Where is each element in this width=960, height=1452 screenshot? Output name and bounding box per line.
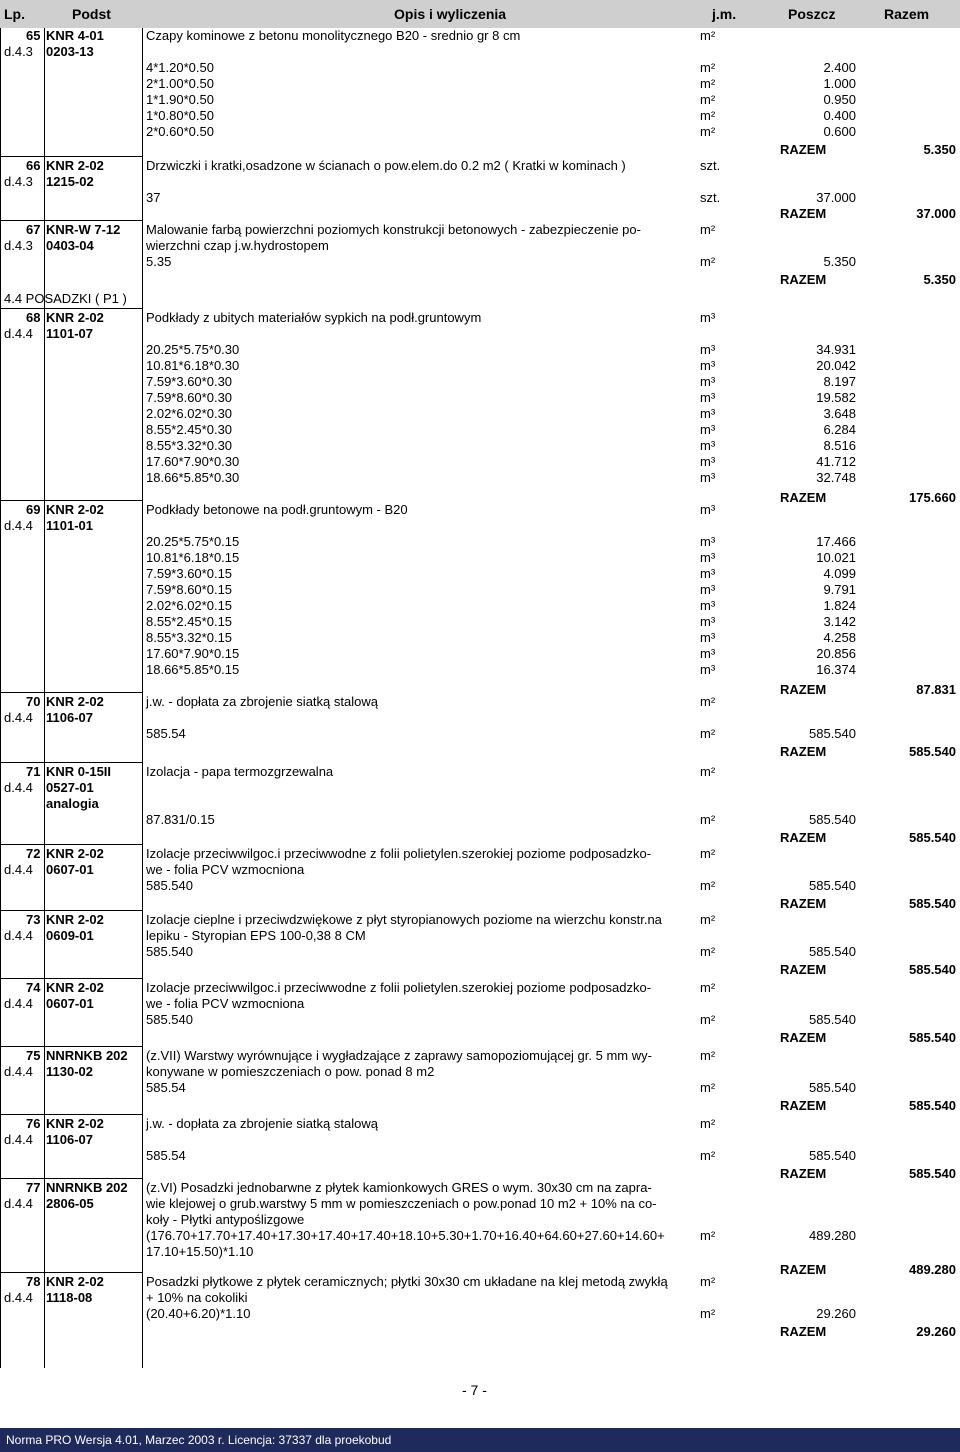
calc-expression: 8.55*3.32*0.30 <box>146 438 233 453</box>
razem-total: 585.540 <box>909 744 956 759</box>
item-description: Izolacje przeciwwilgoc.i przeciwwodne z folii polietylen.szerokiej poziome podposadzko- <box>146 980 652 995</box>
calc-expression: 585.54 <box>146 1148 186 1163</box>
calc-unit: m² <box>700 1306 716 1321</box>
item-description: j.w. - dopłata za zbrojenie siatką stalową <box>146 1116 378 1131</box>
item-section-ref: d.4.3 <box>4 174 33 189</box>
calc-unit: m³ <box>700 390 716 405</box>
item-basis-code: KNR 0-15II <box>46 764 112 779</box>
calc-value: 3.142 <box>823 614 856 629</box>
calc-expression: 2.02*6.02*0.15 <box>146 598 233 613</box>
calc-value: 585.540 <box>809 944 856 959</box>
item-basis-code: 1215-02 <box>46 174 94 189</box>
calc-expression: 585.540 <box>146 878 193 893</box>
calc-unit: m³ <box>700 582 716 597</box>
item-unit: m² <box>700 980 716 995</box>
calc-expression: 7.59*3.60*0.30 <box>146 374 233 389</box>
calc-value: 3.648 <box>823 406 856 421</box>
calc-value: 8.197 <box>823 374 856 389</box>
item-section-ref: d.4.4 <box>4 326 33 341</box>
calc-expression: 8.55*3.32*0.15 <box>146 630 233 645</box>
item-basis-code: KNR-W 7-12 <box>46 222 121 237</box>
calc-unit: m³ <box>700 630 716 645</box>
calc-expression: 18.66*5.85*0.30 <box>146 470 240 485</box>
calc-value: 6.284 <box>823 422 856 437</box>
calc-value: 0.600 <box>823 124 856 139</box>
razem-total: 37.000 <box>916 206 956 221</box>
item-number: 75 <box>26 1048 41 1063</box>
calc-unit: m³ <box>700 374 716 389</box>
item-basis-code: analogia <box>46 796 99 811</box>
calc-expression: 87.831/0.15 <box>146 812 215 827</box>
item-description: Podkłady betonowe na podł.gruntowym - B20 <box>146 502 408 517</box>
item-description: lepiku - Styropian EPS 100-0,38 8 CM <box>146 928 366 943</box>
item-section-ref: d.4.4 <box>4 1290 33 1305</box>
item-basis-code: KNR 2-02 <box>46 1274 104 1289</box>
razem-total: 87.831 <box>916 682 956 697</box>
item-basis-code: 1101-01 <box>46 518 93 533</box>
header-opis: Opis i wyliczenia <box>394 6 507 22</box>
calc-unit: m² <box>700 812 716 827</box>
page-number: - 7 - <box>462 1382 487 1398</box>
calc-unit: m³ <box>700 454 716 469</box>
calc-value: 585.540 <box>809 1012 856 1027</box>
calc-unit: m² <box>700 1148 716 1163</box>
calc-expression: 585.54 <box>146 1080 186 1095</box>
calc-unit: m² <box>700 254 716 269</box>
item-separator <box>0 500 142 501</box>
item-description: + 10% na cokoliki <box>146 1290 248 1305</box>
item-unit: m² <box>700 1116 716 1131</box>
item-description: we - folia PCV wzmocniona <box>146 862 305 877</box>
item-basis-code: 1106-07 <box>46 710 93 725</box>
item-number: 72 <box>26 846 41 861</box>
calc-value: 1.000 <box>823 76 856 91</box>
calc-value: 585.540 <box>809 726 856 741</box>
calc-unit: m³ <box>700 534 716 549</box>
item-separator <box>0 308 142 309</box>
razem-label: RAZEM <box>780 272 827 287</box>
calc-expression: 4*1.20*0.50 <box>146 60 214 75</box>
calc-expression: 17.60*7.90*0.30 <box>146 454 240 469</box>
calc-expression: 7.59*8.60*0.30 <box>146 390 233 405</box>
item-section-ref: d.4.4 <box>4 928 33 943</box>
calc-value: 585.540 <box>809 1080 856 1095</box>
item-basis-code: 0607-01 <box>46 862 94 877</box>
item-basis-code: 0527-01 <box>46 780 94 795</box>
item-description: Malowanie farbą powierzchni poziomych konstrukcji betonowych - zabezpieczenie po- <box>146 222 641 237</box>
item-description: Czapy kominowe z betonu monolitycznego B20 - srednio gr 8 cm <box>146 28 521 43</box>
item-number: 71 <box>26 764 41 779</box>
footer-bar <box>0 1428 960 1452</box>
item-basis-code: NNRNKB 202 <box>46 1180 128 1195</box>
item-basis-code: KNR 4-01 <box>46 28 104 43</box>
calc-unit: m³ <box>700 406 716 421</box>
razem-total: 5.350 <box>923 272 956 287</box>
calc-value: 41.712 <box>816 454 856 469</box>
razem-total: 585.540 <box>909 1166 956 1181</box>
calc-expression: 10.81*6.18*0.30 <box>146 358 240 373</box>
item-basis-code: 1118-08 <box>46 1290 93 1305</box>
item-separator <box>0 844 142 845</box>
item-section-ref: d.4.4 <box>4 996 33 1011</box>
item-description: Drzwiczki i kratki,osadzone w ścianach o pow.elem.do 0.2 m2 ( Kratki w kominach ) <box>146 158 626 173</box>
item-section-ref: d.4.4 <box>4 1064 33 1079</box>
item-section-ref: d.4.4 <box>4 862 33 877</box>
item-basis-code: 2806-05 <box>46 1196 94 1211</box>
header-razem: Razem <box>884 6 930 22</box>
item-separator <box>0 1046 142 1047</box>
razem-label: RAZEM <box>780 744 827 759</box>
item-basis-code: KNR 2-02 <box>46 310 104 325</box>
calc-value: 585.540 <box>809 812 856 827</box>
razem-label: RAZEM <box>780 1098 827 1113</box>
calc-unit: m³ <box>700 550 716 565</box>
item-section-ref: d.4.4 <box>4 710 33 725</box>
item-unit: m² <box>700 846 716 861</box>
calc-unit: m³ <box>700 358 716 373</box>
item-separator <box>0 910 142 911</box>
calc-unit: m² <box>700 726 716 741</box>
item-unit: szt. <box>700 158 721 173</box>
calc-unit: m³ <box>700 566 716 581</box>
item-unit: m² <box>700 28 716 43</box>
item-basis-code: KNR 2-02 <box>46 912 104 927</box>
item-section-ref: d.4.4 <box>4 780 33 795</box>
calc-expression: 2.02*6.02*0.30 <box>146 406 233 421</box>
calc-expression: (20.40+6.20)*1.10 <box>146 1306 251 1321</box>
item-description: Podkłady z ubitych materiałów sypkich na podł.gruntowym <box>146 310 482 325</box>
razem-total: 585.540 <box>909 1030 956 1045</box>
item-section-ref: d.4.4 <box>4 518 33 533</box>
razem-label: RAZEM <box>780 1262 827 1277</box>
calc-expression: 7.59*8.60*0.15 <box>146 582 233 597</box>
razem-label: RAZEM <box>780 1166 827 1181</box>
calc-expression: 2*0.60*0.50 <box>146 124 214 139</box>
item-description: Izolacje cieplne i przeciwdzwiękowe z płyt styropianowych poziome na wierzchu konstr.na <box>146 912 662 927</box>
calc-expression: 18.66*5.85*0.15 <box>146 662 240 677</box>
calc-value: 585.540 <box>809 1148 856 1163</box>
column-divider <box>0 28 1 1368</box>
calc-expression-cont: 17.10+15.50)*1.10 <box>146 1244 254 1259</box>
calc-value: 17.466 <box>816 534 856 549</box>
razem-label: RAZEM <box>780 830 827 845</box>
calc-expression: 5.35 <box>146 254 172 269</box>
section-title: 4.4 POSADZKI ( P1 ) <box>4 291 127 306</box>
column-divider <box>142 28 143 1368</box>
calc-expression: 585.540 <box>146 944 193 959</box>
item-number: 68 <box>26 310 41 325</box>
item-unit: m³ <box>700 310 716 325</box>
item-number: 76 <box>26 1116 41 1131</box>
calc-value: 20.856 <box>816 646 856 661</box>
item-separator <box>0 220 142 221</box>
footer-text: Norma PRO Wersja 4.01, Marzec 2003 r. Licencja: 37337 dla proekobud <box>6 1433 392 1447</box>
calc-expression: 2*1.00*0.50 <box>146 76 214 91</box>
razem-total: 585.540 <box>909 830 956 845</box>
item-unit: m² <box>700 764 716 779</box>
calc-unit: m² <box>700 108 716 123</box>
item-number: 77 <box>26 1180 41 1195</box>
item-description: wierzchni czap j.w.hydrostopem <box>146 238 329 253</box>
item-basis-code: 0403-04 <box>46 238 94 253</box>
razem-total: 5.350 <box>923 142 956 157</box>
calc-unit: m² <box>700 92 716 107</box>
header-poszcz: Poszcz <box>788 6 836 22</box>
item-basis-code: KNR 2-02 <box>46 158 104 173</box>
calc-unit: m³ <box>700 422 716 437</box>
item-number: 69 <box>26 502 41 517</box>
razem-label: RAZEM <box>780 142 827 157</box>
razem-label: RAZEM <box>780 682 827 697</box>
item-separator <box>0 156 142 157</box>
calc-expression: 10.81*6.18*0.15 <box>146 550 240 565</box>
item-basis-code: KNR 2-02 <box>46 502 104 517</box>
item-section-ref: d.4.3 <box>4 238 33 253</box>
calc-unit: szt. <box>700 190 721 205</box>
calc-value: 0.950 <box>823 92 856 107</box>
item-description: Izolacja - papa termozgrzewalna <box>146 764 334 779</box>
calc-value: 10.021 <box>816 550 856 565</box>
item-separator <box>0 762 142 763</box>
calc-value: 16.374 <box>816 662 856 677</box>
calc-unit: m³ <box>700 598 716 613</box>
calc-expression: 20.25*5.75*0.15 <box>146 534 240 549</box>
calc-value: 9.791 <box>823 582 856 597</box>
item-separator <box>0 978 142 979</box>
razem-total: 585.540 <box>909 962 956 977</box>
calc-unit: m² <box>700 1228 716 1243</box>
calc-unit: m² <box>700 944 716 959</box>
calc-value: 4.099 <box>823 566 856 581</box>
calc-value: 1.824 <box>823 598 856 613</box>
calc-value: 4.258 <box>823 630 856 645</box>
item-unit: m² <box>700 1048 716 1063</box>
calc-value: 0.400 <box>823 108 856 123</box>
item-basis-code: KNR 2-02 <box>46 694 104 709</box>
calc-value: 19.582 <box>816 390 856 405</box>
item-basis-code: KNR 2-02 <box>46 846 104 861</box>
calc-value: 37.000 <box>816 190 856 205</box>
item-description: j.w. - dopłata za zbrojenie siatką stalową <box>146 694 378 709</box>
item-section-ref: d.4.4 <box>4 1132 33 1147</box>
calc-unit: m² <box>700 60 716 75</box>
calc-unit: m³ <box>700 342 716 357</box>
calc-unit: m² <box>700 124 716 139</box>
item-number: 70 <box>26 694 41 709</box>
razem-total: 489.280 <box>909 1262 956 1277</box>
item-basis-code: KNR 2-02 <box>46 980 104 995</box>
calc-expression: 7.59*3.60*0.15 <box>146 566 233 581</box>
item-basis-code: 1101-07 <box>46 326 93 341</box>
item-basis-code: 0607-01 <box>46 996 94 1011</box>
item-separator <box>0 1114 142 1115</box>
item-description: koły - Płytki antypoślizgowe <box>146 1212 305 1227</box>
razem-label: RAZEM <box>780 206 827 221</box>
calc-unit: m³ <box>700 438 716 453</box>
column-divider <box>44 28 45 1368</box>
razem-label: RAZEM <box>780 490 827 505</box>
item-separator <box>0 1178 142 1179</box>
calc-value: 20.042 <box>816 358 856 373</box>
calc-value: 489.280 <box>809 1228 856 1243</box>
item-unit: m³ <box>700 502 716 517</box>
item-separator <box>0 1272 142 1273</box>
razem-total: 29.260 <box>916 1324 956 1339</box>
calc-value: 32.748 <box>816 470 856 485</box>
item-unit: m² <box>700 1274 716 1289</box>
item-number: 67 <box>26 222 41 237</box>
razem-total: 585.540 <box>909 1098 956 1113</box>
razem-label: RAZEM <box>780 896 827 911</box>
item-number: 73 <box>26 912 41 927</box>
calc-unit: m² <box>700 1080 716 1095</box>
item-basis-code: KNR 2-02 <box>46 1116 104 1131</box>
item-basis-code: 0609-01 <box>46 928 94 943</box>
item-description: (z.VII) Warstwy wyrównujące i wygładzające z zaprawy samopoziomującej gr. 5 mm wy- <box>146 1048 652 1063</box>
item-basis-code: NNRNKB 202 <box>46 1048 128 1063</box>
calc-expression: 585.54 <box>146 726 186 741</box>
item-section-ref: d.4.4 <box>4 1196 33 1211</box>
calc-expression: 1*1.90*0.50 <box>146 92 214 107</box>
calc-value: 5.350 <box>823 254 856 269</box>
item-separator <box>0 692 142 693</box>
calc-expression: 37 <box>146 190 161 205</box>
calc-unit: m² <box>700 1012 716 1027</box>
calc-unit: m³ <box>700 614 716 629</box>
calc-expression: 1*0.80*0.50 <box>146 108 214 123</box>
calc-value: 585.540 <box>809 878 856 893</box>
calc-expression: 17.60*7.90*0.15 <box>146 646 240 661</box>
item-basis-code: 1106-07 <box>46 1132 93 1147</box>
header-jm: j.m. <box>712 6 737 22</box>
calc-unit: m³ <box>700 662 716 677</box>
calc-expression: 585.540 <box>146 1012 193 1027</box>
item-description: Posadzki płytkowe z płytek ceramicznych; płytki 30x30 cm układane na klej metodą zwykłą <box>146 1274 668 1289</box>
razem-total: 585.540 <box>909 896 956 911</box>
razem-label: RAZEM <box>780 1030 827 1045</box>
calc-value: 8.516 <box>823 438 856 453</box>
calc-expression: 8.55*2.45*0.30 <box>146 422 233 437</box>
item-description: Izolacje przeciwwilgoc.i przeciwwodne z folii polietylen.szerokiej poziome podposadzko- <box>146 846 652 861</box>
header-podst: Podst <box>72 6 111 22</box>
razem-total: 175.660 <box>909 490 956 505</box>
item-number: 66 <box>26 158 41 173</box>
calc-unit: m² <box>700 76 716 91</box>
table-header <box>0 0 960 28</box>
item-number: 78 <box>26 1274 41 1289</box>
calc-unit: m³ <box>700 470 716 485</box>
item-description: konywane w pomieszczeniach o pow. ponad 8 m2 <box>146 1064 435 1079</box>
calc-value: 2.400 <box>823 60 856 75</box>
item-basis-code: 0203-13 <box>46 44 94 59</box>
item-description: wie klejowej o grub.warstwy 5 mm w pomieszczeniach o pow.ponad 10 m2 + 10% na co- <box>146 1196 657 1211</box>
calc-expression: 8.55*2.45*0.15 <box>146 614 233 629</box>
calc-expression: (176.70+17.70+17.40+17.30+17.40+17.40+18.10+5.30+1.70+16.40+64.60+27.60+14.60+ <box>146 1228 665 1243</box>
calc-value: 29.260 <box>816 1306 856 1321</box>
item-unit: m² <box>700 222 716 237</box>
calc-expression: 20.25*5.75*0.30 <box>146 342 240 357</box>
item-section-ref: d.4.3 <box>4 44 33 59</box>
header-lp: Lp. <box>4 6 25 22</box>
item-unit: m² <box>700 912 716 927</box>
razem-label: RAZEM <box>780 1324 827 1339</box>
item-description: (z.VI) Posadzki jednobarwne z płytek kamionkowych GRES o wym. 30x30 cm na zapra- <box>146 1180 652 1195</box>
calc-unit: m² <box>700 878 716 893</box>
item-basis-code: 1130-02 <box>46 1064 93 1079</box>
calc-value: 34.931 <box>816 342 856 357</box>
item-unit: m² <box>700 694 716 709</box>
item-number: 65 <box>26 28 41 43</box>
item-description: we - folia PCV wzmocniona <box>146 996 305 1011</box>
item-number: 74 <box>26 980 41 995</box>
calc-unit: m³ <box>700 646 716 661</box>
razem-label: RAZEM <box>780 962 827 977</box>
